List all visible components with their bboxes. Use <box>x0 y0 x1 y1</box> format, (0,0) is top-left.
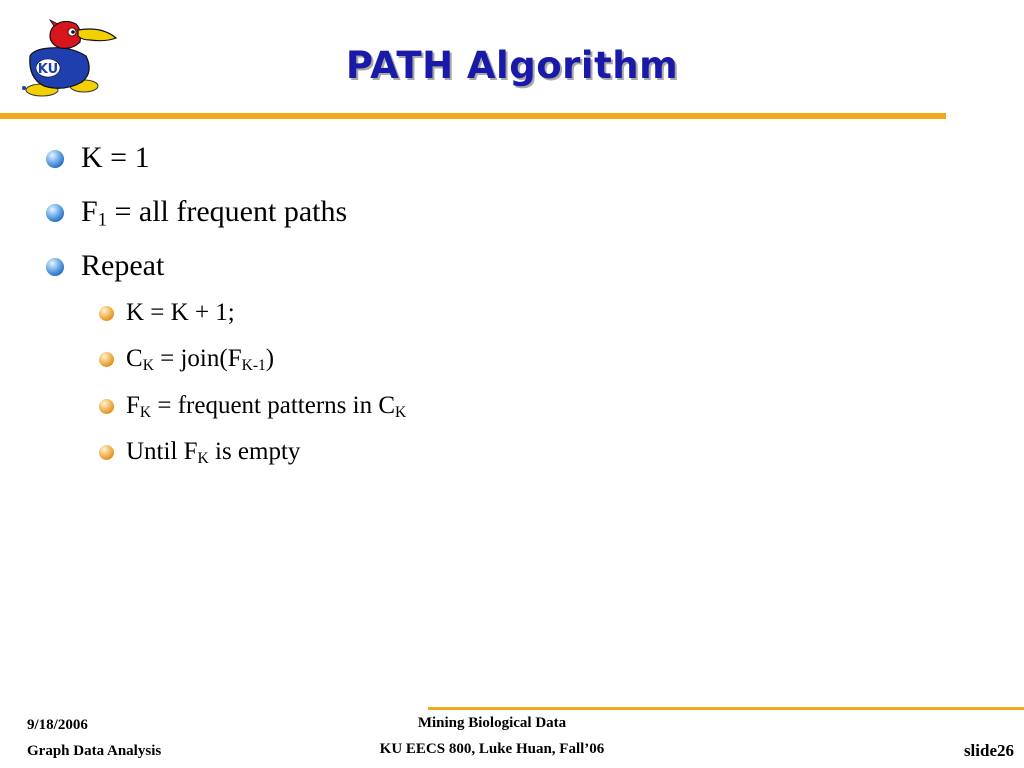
footer-divider <box>428 707 1024 710</box>
bullet-icon <box>46 258 64 276</box>
bullet-subscript: K-1 <box>241 356 266 374</box>
bullet-text: ) <box>265 345 275 372</box>
bullet-text: = all frequent paths <box>106 195 348 228</box>
bullet-item <box>126 345 274 373</box>
bullet-item <box>126 392 406 420</box>
footer-left-title: Graph Data Analysis <box>27 743 162 759</box>
bullet-item <box>126 299 235 327</box>
bullet-text: Repeat <box>81 249 165 282</box>
bullet-item <box>81 195 347 229</box>
bullet-subscript: K <box>142 356 154 374</box>
bullet-icon <box>46 204 64 222</box>
bullet-text: C <box>126 345 143 372</box>
bullet-text: is empty <box>208 438 301 465</box>
bullet-icon <box>99 399 114 414</box>
slide-title: PATH Algorithm <box>345 44 679 87</box>
bullet-item <box>126 438 300 466</box>
bullet-icon <box>99 352 114 367</box>
bullet-text: F <box>126 392 140 419</box>
logo-ku-text: KU <box>37 62 59 77</box>
bullet-item <box>81 141 150 175</box>
bullet-text: = frequent patterns in C <box>151 392 396 419</box>
bullet-text: Until F <box>126 438 198 465</box>
bullet-text: = join(F <box>153 345 242 372</box>
bullet-text: K = 1 <box>81 141 150 174</box>
bullet-subscript: K <box>197 449 209 467</box>
bullet-subscript: K <box>139 403 152 421</box>
footer-date: 9/18/2006 <box>27 717 88 733</box>
bullet-icon <box>99 306 114 321</box>
bullet-subscript: K <box>395 403 407 421</box>
bullet-subscript: 1 <box>97 209 107 231</box>
bullet-item <box>81 249 164 283</box>
footer-course-name: Mining Biological Data <box>417 715 567 731</box>
footer-course-info: KU EECS 800, Luke Huan, Fall’06 <box>379 741 605 757</box>
bullet-icon <box>99 445 114 460</box>
slide-number: slide26 <box>963 741 1014 760</box>
bullet-text: F <box>81 195 98 228</box>
bullet-text: K = K + 1; <box>126 299 235 326</box>
bullet-icon <box>46 150 64 168</box>
